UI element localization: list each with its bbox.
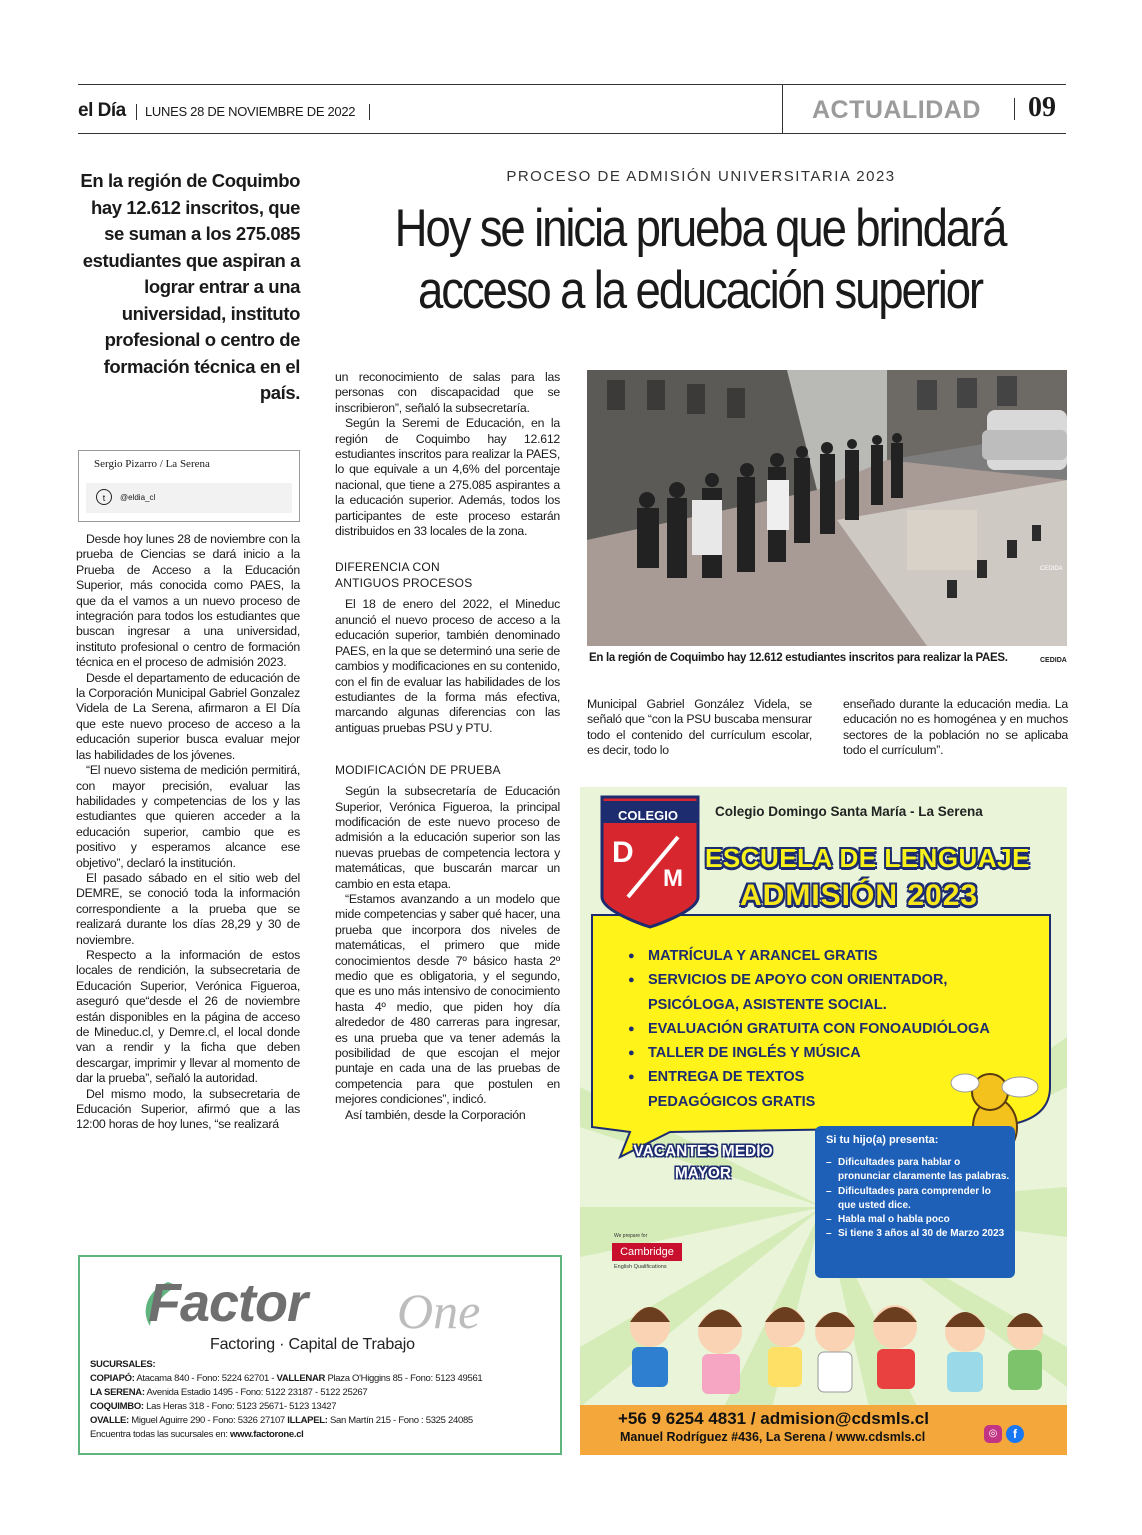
article-column-1 [76,532,300,1133]
cambridge-prefix: We prepare for [614,1233,648,1239]
paragraph: Desde hoy lunes 28 de noviembre con la prueba de Ciencias se dará inicio a la Prueba de Acceso a la Educación Superior, más conocida como PAES, la que da el vamos a un nuevo proceso de integración para todos los estudiantes que buscan ingresar a una universidad, instituto profesional o centro de formación técnica en el proceso de admisión 2023. [76,532,300,670]
school-crest-letter-m: M [663,865,683,892]
factorone-site-link[interactable]: www.factorone.cl [230,1429,304,1440]
branches-heading: SUCURSALES: [90,1359,156,1370]
list-item: – Habla mal o habla poco [826,1213,1011,1227]
school-crest-letter-d: D [612,836,634,869]
header-separator [136,104,137,120]
section-name: ACTUALIDAD [812,96,981,124]
list-item: ● EVALUACIÓN GRATUITA CON FONOAUDIÓLOGA [628,1017,1008,1041]
article-column-2 [335,370,560,1123]
paragraph: un reconocimiento de salas para las personas con discapacidad que se inscribieron”, señaló la subsecretaría. [335,370,560,415]
school-address[interactable]: Manuel Rodríguez #436, La Serena / www.cdsmls.cl [620,1430,926,1444]
header-bottom-rule [78,133,1066,134]
paragraph: Así también, desde la Corporación [345,1107,526,1122]
school-ad-subheading: ADMISIÓN 2023 [740,879,979,912]
vacancies-label: VACANTES MEDIO MAYOR [633,1143,773,1182]
paragraph: El pasado sábado en el sitio web del DEMRE, se conoció toda la información correspondiente a la prueba que se realizará durante los días 28,29 y 30 de noviembre. [76,870,300,947]
cambridge-subtitle: English Qualifications [614,1264,667,1270]
factorone-branches [90,1358,560,1442]
branch-line: LA SERENA: Avenida Estadio 1495 - Fono: 5122 23187 - 5122 25267 [90,1387,368,1398]
list-item: ● MATRÍCULA Y ARANCEL GRATIS [628,944,1008,968]
paragraph: Desde el departamento de educación de la Corporación Municipal Gabriel Gonzalez Videla de La Serena, afirmaron a El Día que este nuevo proceso de acceso a la educación superior busca evaluar mejor las habilidades de los jóvenes. [76,670,300,762]
twitter-handle[interactable]: @eldia_cl [120,493,156,502]
list-item: – Dificultades para comprender lo que usted dice. [826,1185,1011,1214]
photo-caption: En la región de Coquimbo hay 12.612 estudiantes inscritos para realizar la PAES. [589,652,1008,664]
paragraph: “El nuevo sistema de medición permitirá, con mayor precisión, evaluar las habilidades y competencias de los y las estudiantes que quieren acceder a la educación superior, cambio que es positivo y esperamos alcance ese objetivo”, declaró la institución. [76,763,300,870]
factorone-tagline: Factoring · Capital de Trabajo [210,1336,415,1353]
paragraph: Del mismo modo, la subsecretaria de Educación Superior, afirmó que a las 12:00 horas de hoy lunes, “se realizará [76,1086,300,1132]
article-photo [587,370,1067,646]
list-item: ● TALLER DE INGLÉS Y MÚSICA [628,1041,1008,1065]
photo-credit: CEDIDA [1040,566,1063,572]
branch-line: COQUIMBO: Las Heras 318 - Fono: 5123 25671- 5123 13427 [90,1401,337,1412]
facebook-icon[interactable]: f [1006,1425,1024,1443]
header-top-rule [78,84,1066,85]
list-item: ● ENTREGA DE TEXTOS PEDAGÓGICOS GRATIS [628,1065,848,1114]
instagram-icon[interactable]: ◎ [984,1425,1002,1443]
header-vertical-rule [782,84,783,133]
header-separator [369,104,370,120]
article-kicker: PROCESO DE ADMISIÓN UNIVERSITARIA 2023 [506,168,896,185]
article-headline: Hoy se inicia prueba que brindará acceso a la educación superior [394,199,1006,320]
list-item: – Dificultades para hablar o pronunciar claramente las palabras. [826,1156,1011,1185]
twitter-icon: t [96,489,112,505]
header-separator [1014,98,1015,120]
byline-author: Sergio Pizarro / La Serena [94,458,210,470]
symptoms-title: Si tu hijo(a) presenta: [826,1134,939,1146]
branch-footer: Encuentra todas las sucursales en: www.factorone.cl [90,1429,304,1440]
paragraph: “Estamos avanzando a un modelo que mide competencias y saber qué hacer, una prueba que incorpora dos niveles de matemáticas, el primero que mide conocimientos desde 7º básico hasta 2º medio que es obligatoria, y el segundo, que es uno más intensivo de conocimiento hasta 4º medio, que piden hoy día alrededor de 480 carreras para ingresar, es una prueba que va tener además la posibilidad de que escojan el mejor puntaje en cada una de las pruebas de competencia para que postulen en mejores condiciones”, indicó. [335,891,560,1107]
byline-social-bar [86,483,292,513]
article-lead: En la región de Coquimbo hay 12.612 inscritos, que se suman a los 275.085 estudiantes que aspiran a lograr entrar a una universidad, instituto profesional o centro de formación técnica en el país. [80,170,300,403]
school-name: Colegio Domingo Santa María - La Serena [715,804,983,819]
factorone-logo: Factor [148,1273,308,1333]
factorone-logo-one: One [397,1283,481,1339]
photo-illustration [587,370,1067,646]
school-contact[interactable]: +56 9 6254 4831 / admision@cdsmls.cl [618,1409,929,1428]
list-item: – Si tiene 3 años al 30 de Marzo 2023 [826,1227,1011,1241]
caption-credit: CEDIDA [1040,657,1067,664]
symptoms-list [826,1156,1011,1242]
issue-date: LUNES 28 DE NOVIEMBRE DE 2022 [145,104,356,119]
subheading: MODIFICACIÓN DE PRUEBA [335,763,501,778]
cambridge-logo: Cambridge [612,1243,682,1261]
paragraph: Según la Seremi de Educación, en la región de Coquimbo hay 12.612 estudiantes inscritos para realizar la PAES, lo que equivale a un 4,6% del porcentaje nacional, que tiene a 275.085 aspirantes a la educación superior. Además, todos los participantes de este proceso estarán distribuidos en 33 locales de la zona. [335,416,560,539]
article-column-3: Municipal Gabriel González Videla, se señaló que “con la PSU buscaba mensurar todo el contenido del currículum escolar, es decir, todo lo [587,697,812,758]
paragraph: Respecto a la información de estos locales de rendición, la subsecretaria de Educación Superior, Verónica Figueroa, aseguró que“desde el 26 de noviembre están disponibles en la página de acceso de Mineduc.cl, y Demre.cl, el local donde van a rendir y la ficha que deben descargar, imprimir y llevar al momento de dar la prueba”, señaló la autoridad. [76,947,300,1086]
newspaper-name: el Día [78,100,126,121]
benefits-list [628,944,1008,1114]
school-crest-label: COLEGIO [618,808,678,823]
list-item: ● SERVICIOS DE APOYO CON ORIENTADOR, PSICÓLOGA, ASISTENTE SOCIAL. [628,968,1008,1017]
article-column-4: enseñado durante la educación media. La educación no es homogénea y en muchos sectores de la población no se aplicaba todo el currículum”. [843,697,1068,758]
branch-line: OVALLE: Miguel Aguirre 290 - Fono: 5326 27107 ILLAPEL: San Martín 215 - Fono : 5325 24085 [90,1415,473,1426]
subheading: DIFERENCIA CON ANTIGUOS PROCESOS [335,560,473,591]
branch-line: COPIAPÓ: Atacama 840 - Fono: 5224 62701 - VALLENAR Plaza O'Higgins 85 - Fono: 5123 49561 [90,1373,483,1384]
paragraph: El 18 de enero del 2022, el Mineduc anunció el nuevo proceso de acceso a la educación superior, también denominado PAES, en la que se determinó una serie de cambios y modificaciones en su contenido, con el fin de evaluar las habilidades de los estudiantes de la forma más efectiva, marcando algunas diferencias con las antiguas pruebas PSU y PTU. [335,597,560,735]
paragraph: Según la subsecretaría de Educación Superior, Verónica Figueroa, la principal modificación de este nuevo proceso de admisión a la educación superior son las nuevas pruebas de competencia lectora y matemáticas, que buscarán marcar un cambio en esta etapa. [335,784,560,891]
page-number: 09 [1028,92,1056,123]
school-ad-heading: ESCUELA DE LENGUAJE [705,843,1030,873]
